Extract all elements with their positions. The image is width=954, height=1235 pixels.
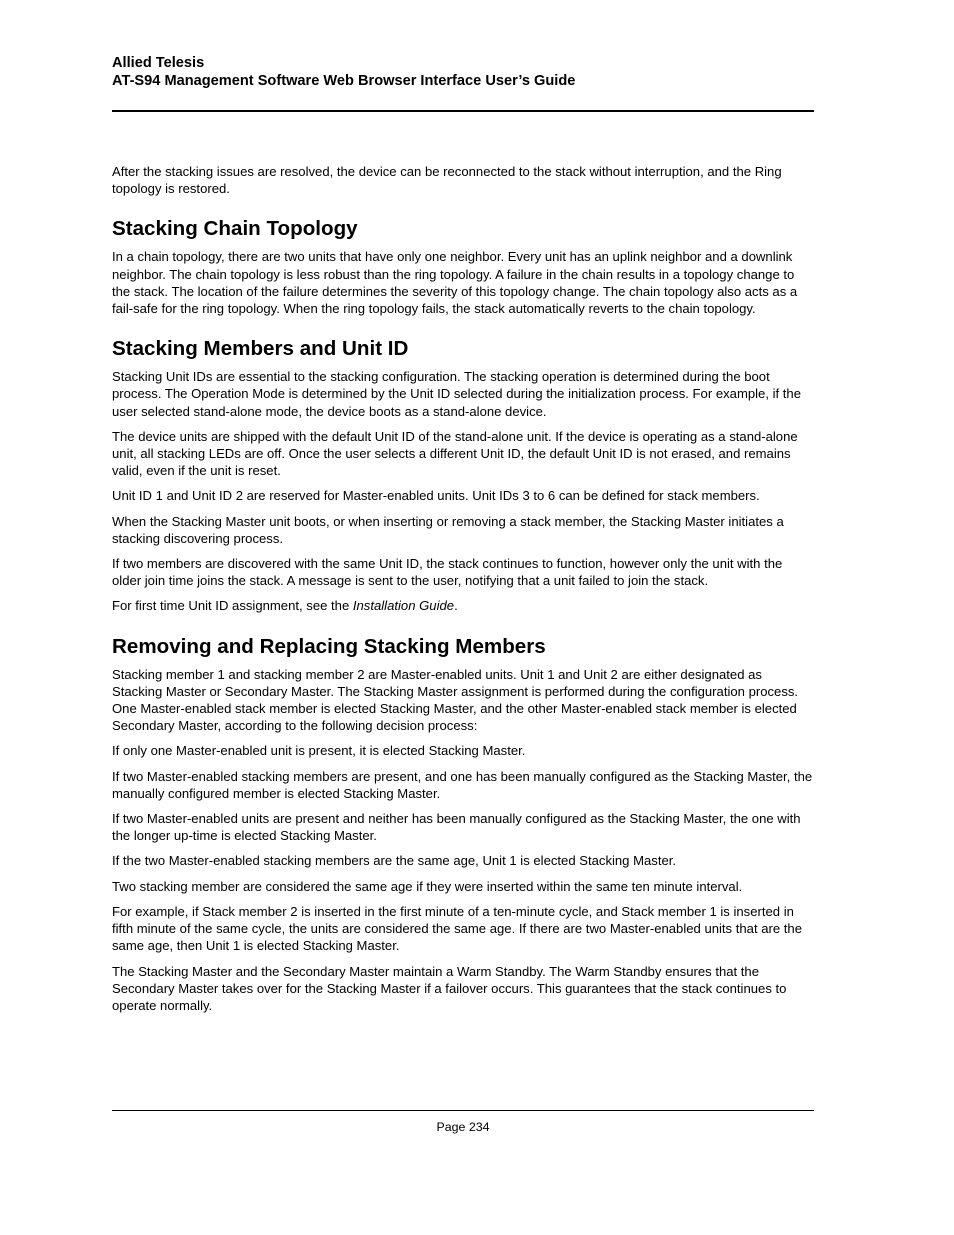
body-paragraph: If two Master-enabled stacking members are present, and one has been manually configured as the Stacking Master, the manually configured member is elected Stacking Master. (112, 768, 813, 801)
company-name: Allied Telesis (112, 55, 205, 71)
section-heading: Removing and Replacing Stacking Members (112, 634, 546, 658)
section-removing-replacing-members (112, 634, 814, 1014)
section-heading: Stacking Chain Topology (112, 217, 358, 241)
reference-prefix: For first time Unit ID assignment, see the (112, 598, 353, 614)
body-paragraph: If only one Master-enabled unit is present, it is elected Stacking Master. (112, 743, 526, 759)
page-header (112, 54, 814, 90)
body-paragraph: If two members are discovered with the same Unit ID, the stack continues to function, however only the unit with the older join time joins the stack. A message is sent to the user, notifying that a unit failed to join the stack. (112, 556, 783, 589)
body-paragraph: Stacking Unit IDs are essential to the stacking configuration. The stacking operation is determined during the boot process. The Operation Mode is determined by the Unit ID selected during the initialization process. For example, if the user selected stand-alone mode, the device boots as a stand-alone device. (112, 369, 801, 419)
body-paragraph: If the two Master-enabled stacking members are the same age, Unit 1 is elected Stacking Master. (112, 853, 677, 869)
reference-paragraph (112, 597, 814, 614)
body-paragraph: If two Master-enabled units are present and neither has been manually configured as the Stacking Master, the one with the longer up-time is elected Stacking Master. (112, 811, 801, 844)
document-title: AT-S94 Management Software Web Browser Interface User’s Guide (112, 73, 576, 89)
body-paragraph: When the Stacking Master unit boots, or when inserting or removing a stack member, the Stacking Master initiates a stacking discovering process. (112, 513, 784, 546)
section-stacking-chain-topology (112, 216, 814, 317)
section-heading: Stacking Members and Unit ID (112, 337, 409, 361)
document-page (112, 0, 814, 1235)
body-paragraph: Stacking member 1 and stacking member 2 are Master-enabled units. Unit 1 and Unit 2 are either designated as Stacking Master or Secondary Master. The Stacking Master assignment is performed during the configuration process. One Master-enabled stack member is elected Stacking Master, and the other Master-enabled stack member is elected Secondary Master, according to the following decision process: (112, 666, 799, 734)
installation-guide-reference: Installation Guide (352, 598, 455, 614)
body-paragraph: Unit ID 1 and Unit ID 2 are reserved for Master-enabled units. Unit IDs 3 to 6 can be defined for stack members. (112, 488, 760, 504)
reference-suffix: . (454, 598, 458, 614)
header-divider (112, 110, 814, 112)
body-paragraph: For example, if Stack member 2 is inserted in the first minute of a ten-minute cycle, and Stack member 1 is inserted in fifth minute of the same cycle, the units are considered the same age. If there are two Master-enabled units that are the same age, then Unit 1 is elected Stacking Master. (112, 903, 802, 954)
intro-paragraph: After the stacking issues are resolved, the device can be reconnected to the stack without interruption, and the Ring topology is restored. (112, 164, 782, 197)
page-number: Page 234 (436, 1120, 490, 1134)
body-paragraph: Two stacking member are considered the same age if they were inserted within the same ten minute interval. (112, 878, 743, 894)
body-paragraph: The Stacking Master and the Secondary Master maintain a Warm Standby. The Warm Standby ensures that the Secondary Master takes over for the Stacking Master if a failover occurs. This guarantees that the stack continues to operate normally. (112, 963, 787, 1013)
footer-divider (112, 1110, 814, 1111)
section-stacking-members-unit-id (112, 336, 814, 614)
body-paragraph: The device units are shipped with the default Unit ID of the stand-alone unit. If the device is operating as a stand-alone unit, all stacking LEDs are off. Once the user selects a different Unit ID, the default Unit ID is not erased, and remains valid, even if the unit is reset. (112, 428, 798, 479)
body-paragraph: In a chain topology, there are two units that have only one neighbor. Every unit has an uplink neighbor and a downlink neighbor. The chain topology is less robust than the ring topology. A failure in the chain results in a topology change to the stack. The location of the failure determines the severity of this topology change. The chain topology also acts as a fail-safe for the ring topology. When the ring topology fails, the stack automatically reverts to the chain topology. (112, 249, 798, 317)
page-body (112, 163, 814, 1022)
